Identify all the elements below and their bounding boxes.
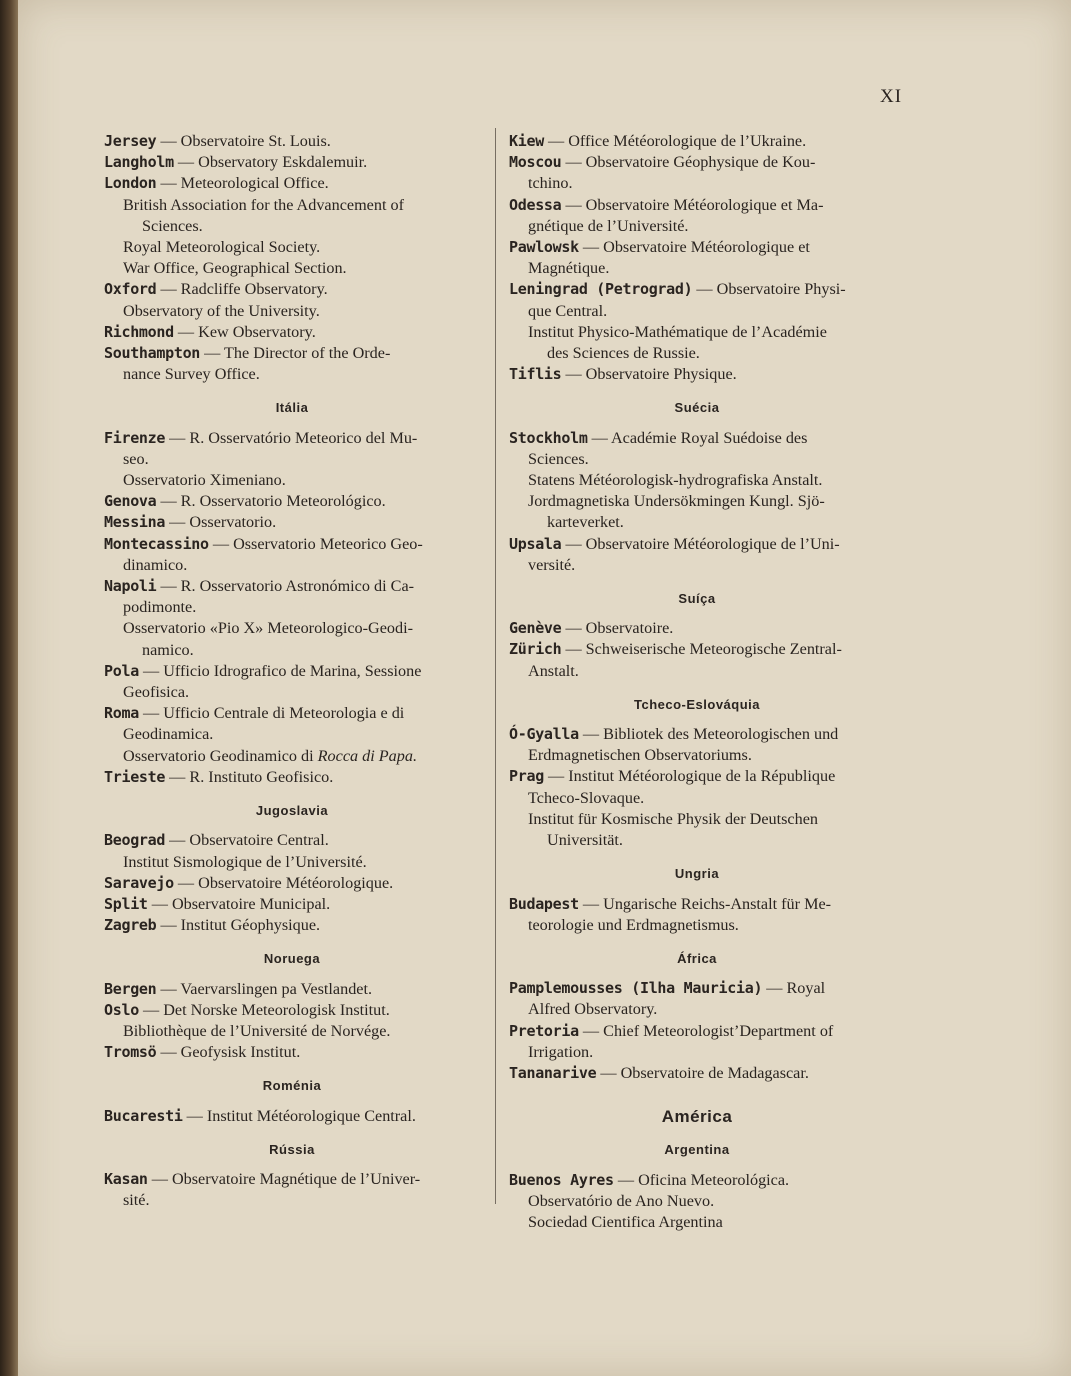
continuation-line: sité.: [123, 1191, 150, 1210]
institution-text: — Oficina Meteorológica.: [613, 1170, 790, 1189]
entry-buenos-ayres: [509, 1170, 885, 1191]
entry-tromso: [104, 1042, 480, 1063]
institution-text: — Institut Géophysique.: [156, 916, 321, 935]
sub-entry: [104, 195, 480, 237]
institution-text: Osservatorio «Pio X» Meteorologico-Geodi-: [123, 619, 413, 638]
entry-napoli: [104, 576, 480, 618]
institution-text: — Observatoire.: [561, 619, 674, 638]
continuation-line: Sciences.: [528, 449, 589, 468]
city-name: Zagreb: [104, 916, 157, 935]
sub-entry: Bibliothèque de l’Université de Norvége.: [123, 1021, 391, 1040]
city-name: Kiew: [509, 132, 544, 150]
institution-text: Osservatorio Geodinamico di: [123, 746, 318, 765]
entry-prag: [509, 766, 885, 808]
continuation-line: Alfred Observatory.: [528, 1000, 658, 1019]
continuation-line: Tcheco-Slovaque.: [528, 788, 645, 807]
entry-pawlowsk: [509, 237, 885, 279]
continuation-line: nance Survey Office.: [123, 365, 260, 384]
entry-upsala: [509, 534, 885, 576]
continuation-line: Sciences.: [142, 216, 203, 235]
city-name: Montecassino: [104, 534, 209, 553]
institution-text: — Institut Météorologique Central.: [182, 1106, 416, 1125]
city-name: Bergen: [104, 979, 157, 998]
institution-text: — Observatoire St. Louis.: [156, 132, 331, 150]
entry-beograd: [104, 830, 480, 851]
city-name: Oslo: [104, 1000, 139, 1019]
institution-text: — Observatoire Météorologique et Ma-: [561, 195, 824, 214]
country-heading-suica: Suíça: [678, 591, 716, 607]
city-name: Firenze: [104, 428, 166, 447]
entry-jersey: [104, 131, 480, 152]
institution-text: — R. Osservatório Meteorico del Mu-: [165, 428, 418, 447]
sub-entry: War Office, Geographical Section.: [123, 259, 347, 278]
institution-text: Institut für Kosmische Physik der Deutschen: [528, 809, 818, 828]
page-number: XI: [880, 86, 903, 107]
sub-entry: [104, 746, 480, 767]
continuation-line: namico.: [142, 640, 194, 659]
continuation-line: seo.: [123, 449, 149, 468]
entry-stockholm: [509, 428, 885, 470]
entry-pretoria: [509, 1021, 885, 1063]
column-divider: [495, 128, 496, 1204]
institution-text: — Osservatorio.: [165, 513, 277, 532]
country-heading-romenia: Roménia: [262, 1078, 322, 1094]
institution-text: — Ungarische Reichs-Anstalt für Me-: [578, 894, 832, 913]
city-name: Tiflis: [509, 365, 562, 384]
continuation-line: tchino.: [528, 174, 573, 193]
city-name: London: [104, 174, 157, 193]
institution-text: — Kew Observatory.: [173, 322, 316, 341]
continent-heading-america: América: [661, 1107, 733, 1127]
institution-text: British Association for the Advancement of: [123, 195, 404, 214]
city-name: Moscou: [509, 153, 562, 172]
institution-text: — Observatory Eskdalemuir.: [173, 153, 368, 172]
city-name: Jersey: [104, 132, 157, 150]
institution-text: — Observatoire Météorologique.: [173, 873, 394, 892]
continuation-line: versité.: [528, 555, 576, 574]
institution-text: — Observatoire Météorologique de l’Uni-: [561, 534, 840, 553]
entry-messina: [104, 512, 480, 533]
institution-text: — The Director of the Orde-: [200, 344, 391, 363]
institution-text: — R. Osservatorio Meteorológico.: [156, 492, 386, 511]
continuation-line: podimonte.: [123, 598, 197, 617]
country-heading-africa: África: [677, 950, 717, 966]
city-name: Pawlowsk: [509, 238, 579, 257]
institution-text: — Ufficio Idrografico de Marina, Sessione: [138, 661, 422, 680]
city-name: Budapest: [509, 894, 579, 913]
sub-entry: Statens Météorologisk-hydrografiska Anstalt.: [528, 471, 823, 490]
book-spine: [0, 0, 18, 1376]
institution-text: — Chief Meteorologist’Department of: [578, 1021, 834, 1040]
institution-text: — Observatoire Municipal.: [147, 894, 331, 913]
city-name: Kasan: [104, 1169, 148, 1188]
entry-kasan: [104, 1169, 480, 1211]
city-name: Beograd: [104, 831, 166, 850]
sub-entry: Observatory of the University.: [123, 301, 320, 320]
country-heading-tcheco-eslovaquia: Tcheco-Eslováquia: [633, 696, 760, 712]
city-name: Oxford: [104, 280, 157, 299]
entry-pamplemousses: [509, 978, 885, 1020]
entry-bergen: [104, 979, 480, 1000]
institution-text: — R. Osservatorio Astronómico di Ca-: [156, 577, 415, 596]
city-name: Odessa: [509, 195, 562, 214]
city-name: Roma: [104, 704, 139, 723]
continuation-line: teorologie und Erdmagnetismus.: [528, 915, 739, 934]
entry-leningrad: [509, 279, 885, 321]
institution-text: — Observatoire Météorologique et: [578, 238, 810, 257]
entry-split: [104, 894, 480, 915]
sub-entry: [509, 491, 885, 533]
sub-entry: [509, 809, 885, 851]
institution-text: Institut Physico-Mathématique de l’Académie: [528, 322, 827, 341]
city-name: Ó-Gyalla: [509, 725, 579, 744]
sub-entry: Royal Meteorological Society.: [123, 238, 321, 257]
institution-text: — Observatoire Central.: [165, 831, 329, 850]
city-name: Messina: [104, 513, 166, 532]
entry-richmond: [104, 322, 480, 343]
continuation-line: dinamico.: [123, 555, 188, 574]
city-name: Upsala: [509, 534, 562, 553]
city-name: Buenos Ayres: [509, 1170, 614, 1189]
institution-text: — Royal: [762, 979, 826, 998]
city-name: Bucaresti: [104, 1106, 183, 1125]
sub-entry: Osservatorio Ximeniano.: [123, 471, 286, 490]
institution-text: — R. Instituto Geofisico.: [165, 767, 334, 786]
city-name: Genève: [509, 619, 562, 638]
institution-text: — Schweiserische Meteorogische Zentral-: [561, 640, 842, 659]
entry-firenze: [104, 428, 480, 470]
institution-text: — Bibliotek des Meteorologischen und: [578, 725, 839, 744]
entry-odessa: [509, 195, 885, 237]
institution-text: — Meteorological Office.: [156, 174, 329, 193]
city-name: Saravejo: [104, 873, 174, 892]
institution-text: — Office Météorologique de l’Ukraine.: [543, 132, 807, 150]
continuation-line: Anstalt.: [528, 661, 579, 680]
sub-entry: Observatório de Ano Nuevo.: [528, 1191, 715, 1210]
institution-text: — Osservatorio Meteorico Geo-: [208, 534, 423, 553]
continuation-line: Geofisica.: [123, 683, 190, 702]
entry-zagreb: [104, 915, 480, 936]
entry-tiflis: [509, 364, 885, 385]
institution-text: — Observatoire Physique.: [561, 365, 737, 384]
city-name: Trieste: [104, 767, 166, 786]
city-name: Zürich: [509, 640, 562, 659]
continuation-line: Erdmagnetischen Observatoriums.: [528, 746, 752, 765]
city-name: Split: [104, 894, 148, 913]
country-heading-argentina: Argentina: [664, 1142, 730, 1158]
institution-text: — Vaervarslingen pa Vestlandet.: [156, 979, 373, 998]
sub-entry: Institut Sismologique de l’Université.: [123, 852, 367, 871]
italic-place-name: Rocca di Papa.: [317, 746, 418, 765]
left-column: [104, 131, 480, 1211]
entry-tananarive: [509, 1063, 885, 1084]
institution-text: — Institut Météorologique de la République: [543, 767, 836, 786]
continuation-line: karteverket.: [547, 513, 624, 532]
entry-kiew: [509, 131, 885, 152]
institution-text: — Det Norske Meteorologisk Institut.: [138, 1000, 390, 1019]
city-name: Tananarive: [509, 1063, 597, 1082]
right-column: [509, 131, 885, 1233]
entry-pola: [104, 661, 480, 703]
institution-text: — Radcliffe Observatory.: [156, 280, 328, 299]
continuation-line: que Central.: [528, 301, 608, 320]
continuation-line: Geodinamica.: [123, 725, 214, 744]
country-heading-italia: Itália: [275, 400, 309, 416]
institution-text: — Ufficio Centrale di Meteorologia e di: [138, 704, 405, 723]
entry-oxford: [104, 279, 480, 300]
institution-text: — Geofysisk Institut.: [156, 1043, 301, 1062]
entry-southampton: [104, 343, 480, 385]
country-heading-ungria: Ungria: [674, 866, 720, 882]
city-name: Stockholm: [509, 428, 588, 447]
entry-saravejo: [104, 873, 480, 894]
continuation-line: Magnétique.: [528, 259, 610, 278]
sub-entry: [509, 322, 885, 364]
city-name: Pamplemousses (Ilha Mauricia): [509, 979, 763, 998]
city-name: Pola: [104, 661, 139, 680]
entry-o-gyalla: [509, 724, 885, 766]
institution-text: Jordmagnetiska Undersökmingen Kungl. Sjö-: [528, 492, 825, 511]
entry-london: [104, 173, 480, 194]
entry-trieste: [104, 767, 480, 788]
sub-entry: [104, 618, 480, 660]
city-name: Pretoria: [509, 1021, 579, 1040]
continuation-line: gnétique de l’Université.: [528, 216, 689, 235]
entry-oslo: [104, 1000, 480, 1021]
city-name: Southampton: [104, 344, 201, 363]
city-name: Richmond: [104, 322, 174, 341]
entry-moscou: [509, 152, 885, 194]
city-name: Genova: [104, 492, 157, 511]
city-name: Leningrad (Petrograd): [509, 280, 693, 299]
institution-text: — Observatoire de Madagascar.: [596, 1063, 809, 1082]
country-heading-suecia: Suécia: [674, 400, 720, 416]
entry-genova: [104, 491, 480, 512]
institution-text: — Observatoire Physi-: [692, 280, 846, 299]
city-name: Langholm: [104, 153, 174, 172]
entry-budapest: [509, 894, 885, 936]
country-heading-russia: Rússia: [269, 1141, 315, 1157]
entry-langholm: [104, 152, 480, 173]
institution-text: — Observatoire Magnétique de l’Univer-: [147, 1169, 421, 1188]
city-name: Napoli: [104, 577, 157, 596]
entry-geneve: [509, 618, 885, 639]
institution-text: — Observatoire Géophysique de Kou-: [561, 153, 816, 172]
country-heading-jugoslavia: Jugoslavia: [255, 803, 329, 819]
institution-text: — Académie Royal Suédoise des: [587, 428, 808, 447]
entry-bucaresti: [104, 1106, 480, 1127]
entry-roma: [104, 703, 480, 745]
city-name: Prag: [509, 767, 544, 786]
sub-entry: Sociedad Cientifica Argentina: [528, 1212, 723, 1231]
entry-zurich: [509, 639, 885, 681]
continuation-line: des Sciences de Russie.: [547, 344, 700, 363]
country-heading-noruega: Noruega: [263, 951, 321, 967]
entry-montecassino: [104, 534, 480, 576]
continuation-line: Irrigation.: [528, 1042, 594, 1061]
city-name: Tromsö: [104, 1043, 157, 1062]
continuation-line: Universität.: [547, 831, 623, 850]
